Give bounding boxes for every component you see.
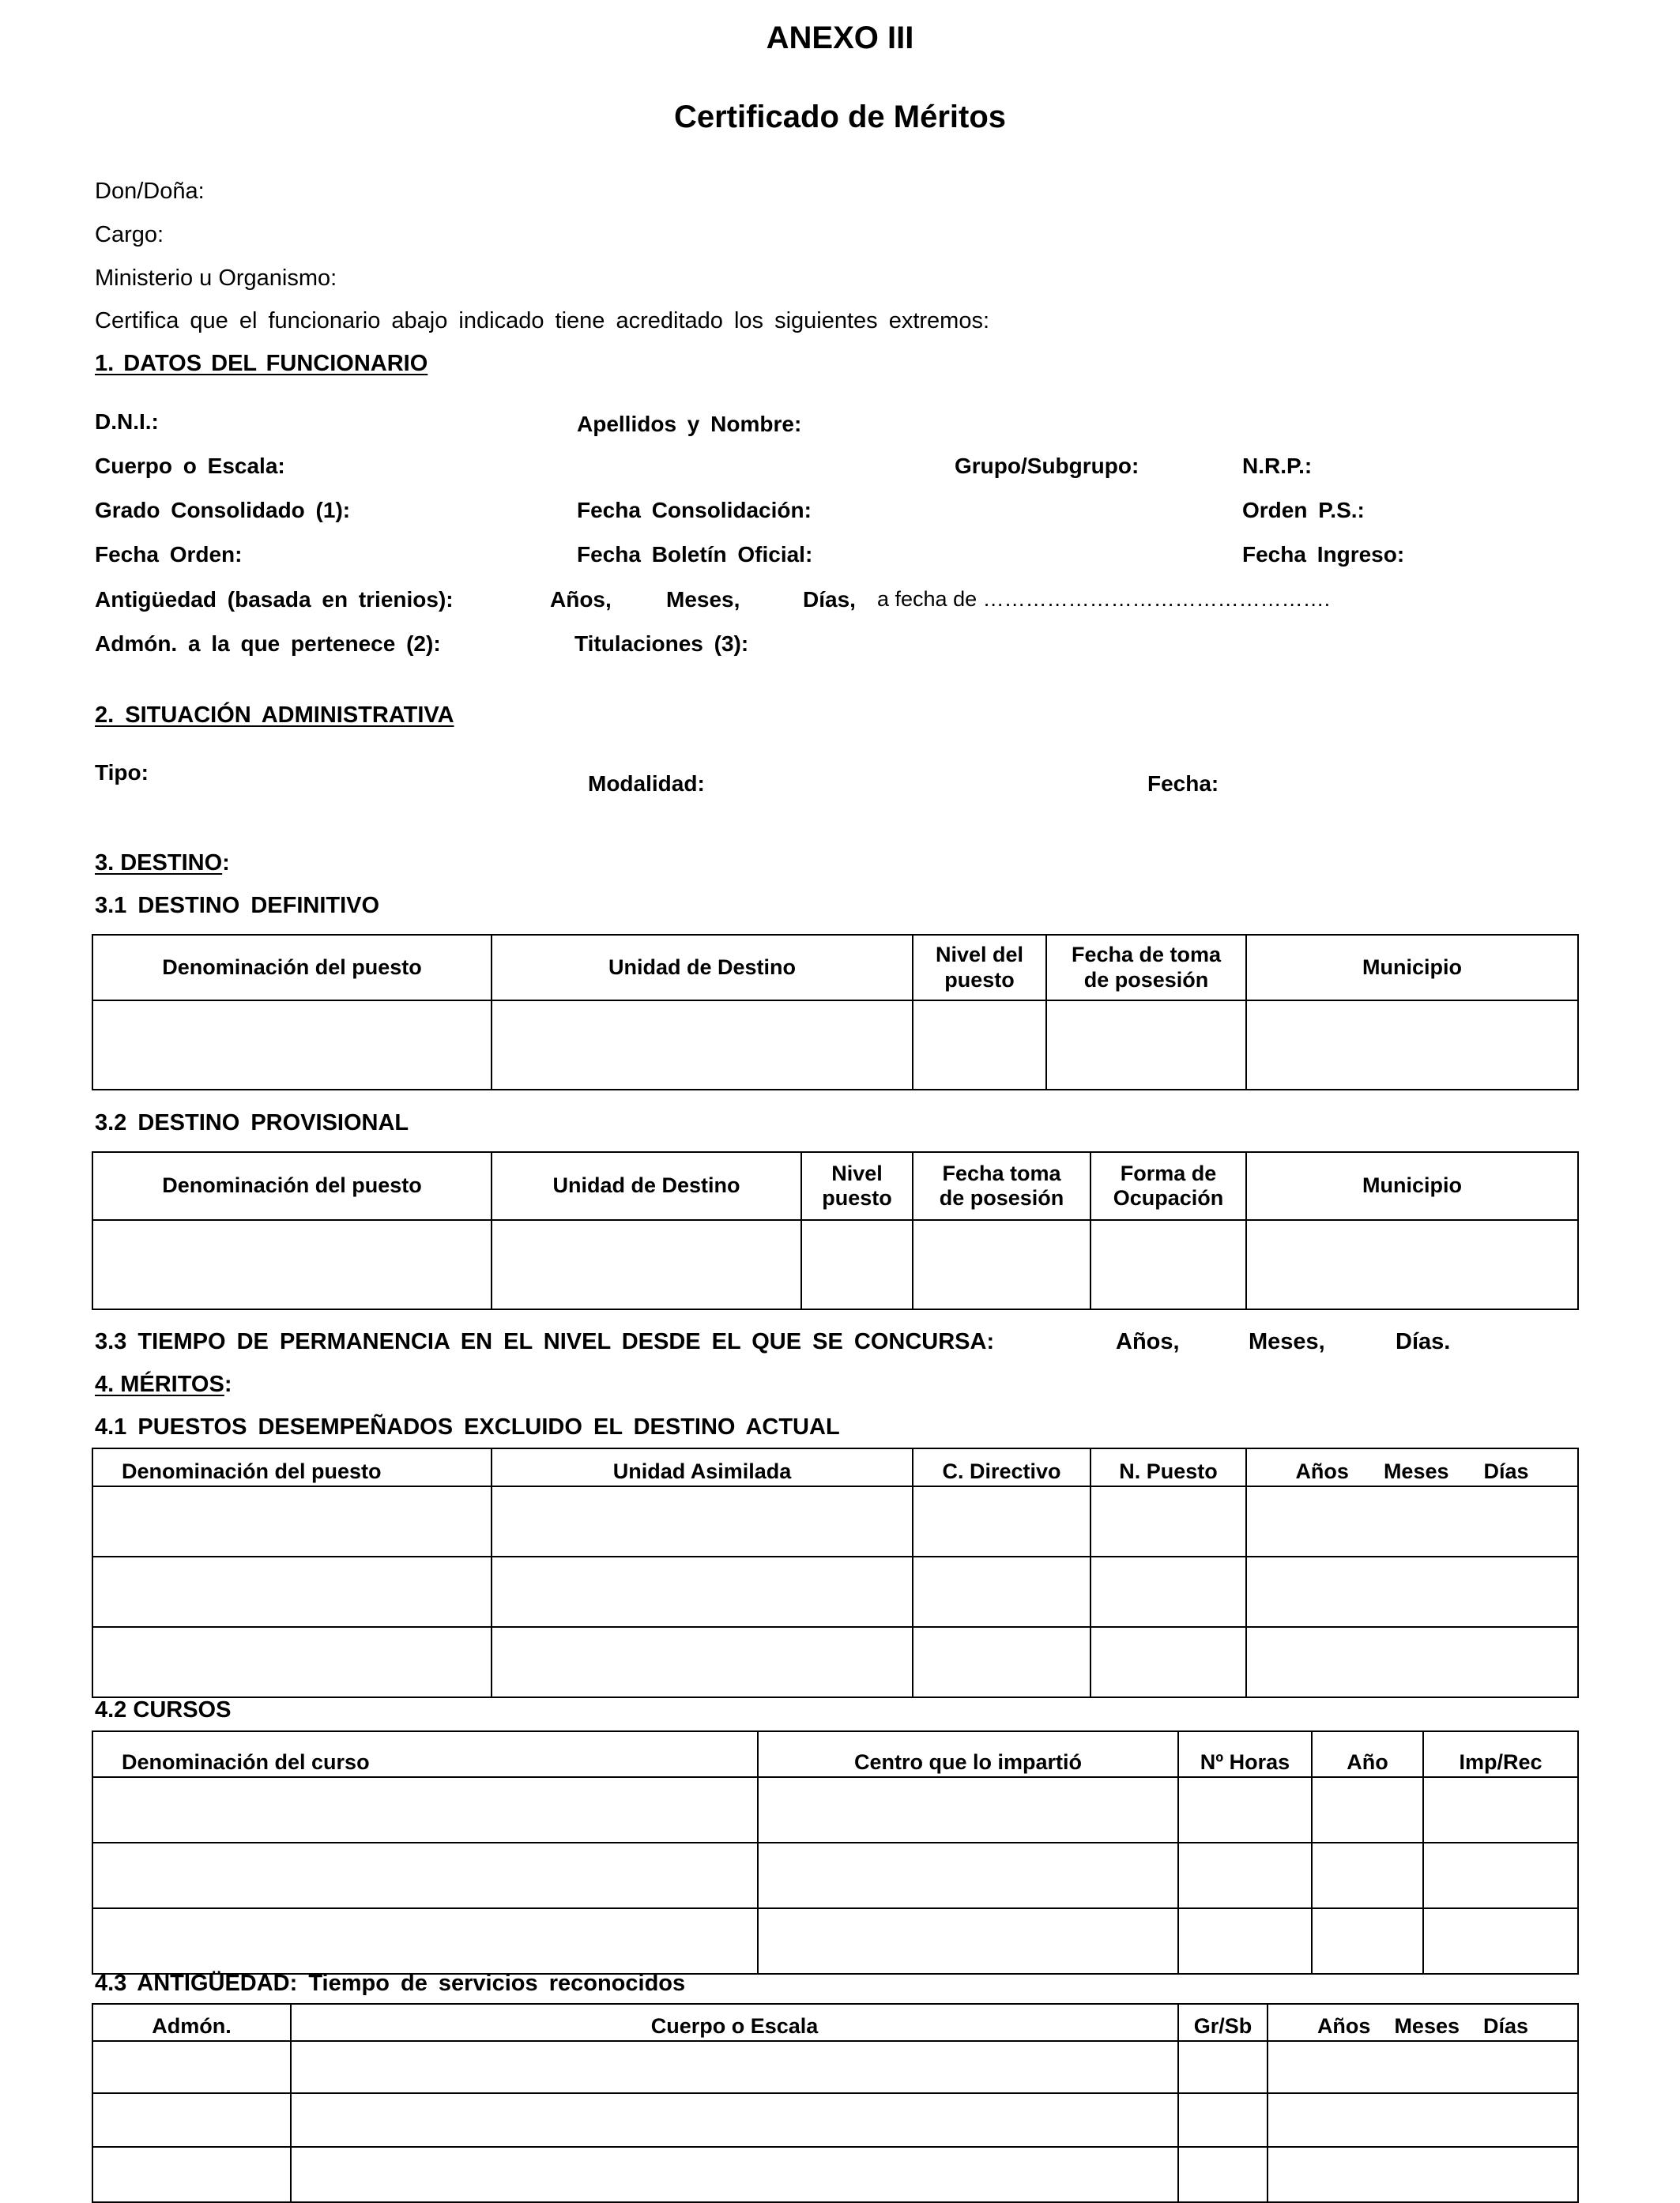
destino-definitivo-table <box>92 934 1579 1090</box>
col-cuerpo-escala: Cuerpo o Escala <box>291 2004 1178 2041</box>
cell-input[interactable] <box>1178 1908 1312 1974</box>
antiguedad-label: Antigüedad (basada en trienios): <box>95 587 454 612</box>
cell-input[interactable] <box>758 1908 1178 1974</box>
cell-input[interactable] <box>1246 1557 1578 1627</box>
table-row <box>92 1777 1578 1843</box>
cell-input[interactable] <box>1312 1843 1423 1908</box>
cell-input[interactable] <box>1090 1627 1246 1697</box>
col-n-puesto: N. Puesto <box>1090 1448 1246 1486</box>
cell-input[interactable] <box>92 2041 291 2093</box>
cell-input[interactable] <box>758 1843 1178 1908</box>
titulaciones-label: Titulaciones (3): <box>574 631 749 656</box>
section-3-heading <box>95 852 230 875</box>
table-header-row <box>92 935 1578 1000</box>
cell-input[interactable] <box>92 2093 291 2147</box>
apellidos-label: Apellidos y Nombre: <box>577 412 802 436</box>
destino-provisional-table <box>92 1151 1579 1310</box>
cell-input[interactable] <box>92 1908 758 1974</box>
cell-input[interactable] <box>1246 1000 1578 1090</box>
col-denominacion: Denominación del puesto <box>92 935 492 1000</box>
cell-input[interactable] <box>92 1486 492 1557</box>
dni-label: D.N.I.: <box>95 409 159 434</box>
section-1-heading: 1. DATOS DEL FUNCIONARIO <box>95 351 428 376</box>
section-4-colon: : <box>224 1372 232 1397</box>
grupo-label: Grupo/Subgrupo: <box>955 454 1139 478</box>
cell-input[interactable] <box>801 1220 913 1309</box>
col-ano: Año <box>1312 1731 1423 1777</box>
table-header-row <box>92 1448 1578 1486</box>
antiguedad-heading: 4.3 ANTIGÜEDAD: Tiempo de servicios reconocidos <box>95 1971 686 1996</box>
section-3-colon: : <box>222 850 230 876</box>
cuerpo-label: Cuerpo o Escala: <box>95 454 285 478</box>
cell-input[interactable] <box>92 1000 492 1090</box>
cargo-label: Cargo: <box>95 222 164 247</box>
table-header-row <box>92 2004 1578 2041</box>
cell-input[interactable] <box>1090 1486 1246 1557</box>
table-header-row <box>92 1731 1578 1777</box>
destino-provisional-heading: 3.2 DESTINO PROVISIONAL <box>95 1110 409 1135</box>
cell-input[interactable] <box>913 1000 1046 1090</box>
antiguedad-anos: Años, <box>550 587 612 612</box>
cell-input[interactable] <box>492 1000 913 1090</box>
table-row <box>92 2093 1578 2147</box>
cell-input[interactable] <box>291 2147 1178 2202</box>
cell-input[interactable] <box>1246 1627 1578 1697</box>
table-row <box>92 1000 1578 1090</box>
col-forma-ocupacion: Forma de Ocupación <box>1090 1152 1246 1220</box>
grado-label: Grado Consolidado (1): <box>95 498 351 522</box>
document-title: Certificado de Méritos <box>673 100 1007 134</box>
cell-input[interactable] <box>92 1557 492 1627</box>
cell-input[interactable] <box>492 1627 913 1697</box>
col-horas: Nº Horas <box>1178 1731 1312 1777</box>
col-nivel: Nivel puesto <box>801 1152 913 1220</box>
cell-input[interactable] <box>1090 1220 1246 1309</box>
col-dias: Días <box>1483 1459 1529 1483</box>
cell-input[interactable] <box>1268 2093 1578 2147</box>
cell-input[interactable] <box>1312 1777 1423 1843</box>
section-2-heading: 2. SITUACIÓN ADMINISTRATIVA <box>95 702 454 728</box>
table-row <box>92 1220 1578 1309</box>
col-imp-rec: Imp/Rec <box>1423 1731 1578 1777</box>
cell-input[interactable] <box>492 1486 913 1557</box>
tiempo-dias: Días. <box>1396 1329 1451 1354</box>
cell-input[interactable] <box>492 1220 801 1309</box>
table-row <box>92 2147 1578 2202</box>
tiempo-permanencia-label: 3.3 TIEMPO DE PERMANENCIA EN EL NIVEL DESDE EL QUE SE CONCURSA: <box>95 1329 995 1354</box>
don-dona-label: Don/Doña: <box>95 179 205 204</box>
cell-input[interactable] <box>92 1220 492 1309</box>
a-fecha-de: a fecha de …………………………………………. <box>877 587 1331 611</box>
fecha-boletin-label: Fecha Boletín Oficial: <box>577 542 813 567</box>
destino-definitivo-heading: 3.1 DESTINO DEFINITIVO <box>95 893 380 918</box>
section-3-heading-text: 3. DESTINO <box>95 850 223 876</box>
col-c-directivo: C. Directivo <box>913 1448 1090 1486</box>
puestos-table <box>92 1448 1579 1698</box>
ministerio-label: Ministerio u Organismo: <box>95 265 337 291</box>
col-unidad-destino: Unidad de Destino <box>492 1152 801 1220</box>
cell-input[interactable] <box>1312 1908 1423 1974</box>
antiguedad-meses: Meses, <box>666 587 740 612</box>
col-meses: Meses <box>1394 2013 1460 2038</box>
col-anos: Años <box>1317 2013 1371 2038</box>
antiguedad-dias: Días, <box>803 587 856 612</box>
col-fecha-toma: Fecha de toma de posesión <box>1046 935 1246 1000</box>
cell-input[interactable] <box>1423 1908 1578 1974</box>
section-4-heading-text: 4. MÉRITOS <box>95 1372 224 1397</box>
certifica-text: Certifica que el funcionario abajo indicado tiene acreditado los siguientes extremos: <box>95 308 990 333</box>
cell-input[interactable] <box>1178 1777 1312 1843</box>
cell-input[interactable] <box>1423 1777 1578 1843</box>
cell-input[interactable] <box>1090 1557 1246 1627</box>
modalidad-label: Modalidad: <box>588 771 705 796</box>
col-denominacion-curso: Denominación del curso <box>92 1731 758 1777</box>
tiempo-meses: Meses, <box>1249 1329 1325 1354</box>
col-centro: Centro que lo impartió <box>758 1731 1178 1777</box>
admon-label: Admón. a la que pertenece (2): <box>95 631 441 656</box>
cell-input[interactable] <box>492 1557 913 1627</box>
cell-input[interactable] <box>1423 1843 1578 1908</box>
table-header-row <box>92 1152 1578 1220</box>
cell-input[interactable] <box>1178 1843 1312 1908</box>
table-row <box>92 1486 1578 1557</box>
cell-input[interactable] <box>291 2093 1178 2147</box>
col-denominacion: Denominación del puesto <box>92 1152 492 1220</box>
col-meses: Meses <box>1383 1459 1449 1483</box>
fecha-situacion-label: Fecha: <box>1147 771 1219 796</box>
fecha-orden-label: Fecha Orden: <box>95 542 243 567</box>
col-nivel: Nivel del puesto <box>913 935 1046 1000</box>
cursos-table <box>92 1730 1579 1975</box>
table-row <box>92 2041 1578 2093</box>
cell-input[interactable] <box>1268 2041 1578 2093</box>
cursos-heading: 4.2 CURSOS <box>95 1697 232 1723</box>
tipo-label: Tipo: <box>95 760 149 785</box>
cell-input[interactable] <box>1268 2147 1578 2202</box>
col-fecha-toma: Fecha toma de posesión <box>913 1152 1090 1220</box>
cell-input[interactable] <box>92 1843 758 1908</box>
col-gr-sb: Gr/Sb <box>1178 2004 1268 2041</box>
cell-input[interactable] <box>1246 1220 1578 1309</box>
cell-input[interactable] <box>913 1627 1090 1697</box>
cell-input[interactable] <box>758 1777 1178 1843</box>
col-dias: Días <box>1483 2013 1529 2038</box>
orden-ps-label: Orden P.S.: <box>1242 498 1365 522</box>
table-row <box>92 1557 1578 1627</box>
table-row <box>92 1627 1578 1697</box>
table-row <box>92 1908 1578 1974</box>
col-municipio: Municipio <box>1246 935 1578 1000</box>
section-4-heading <box>95 1373 232 1396</box>
col-denominacion: Denominación del puesto <box>92 1448 492 1486</box>
col-admon: Admón. <box>92 2004 291 2041</box>
cell-input[interactable] <box>913 1486 1090 1557</box>
col-unidad-destino: Unidad de Destino <box>492 935 913 1000</box>
col-unidad-asimilada: Unidad Asimilada <box>492 1448 913 1486</box>
col-municipio: Municipio <box>1246 1152 1578 1220</box>
tiempo-anos: Años, <box>1116 1329 1180 1354</box>
cell-input[interactable] <box>913 1220 1090 1309</box>
cell-input[interactable] <box>92 2147 291 2202</box>
cell-input[interactable] <box>1246 1486 1578 1557</box>
antiguedad-table <box>92 2003 1579 2203</box>
puestos-heading: 4.1 PUESTOS DESEMPEÑADOS EXCLUIDO EL DESTINO ACTUAL <box>95 1414 840 1440</box>
cell-input[interactable] <box>913 1557 1090 1627</box>
annex-title: ANEXO III <box>766 21 914 55</box>
nrp-label: N.R.P.: <box>1242 454 1313 478</box>
cell-input[interactable] <box>92 1777 758 1843</box>
fecha-ingreso-label: Fecha Ingreso: <box>1242 542 1405 567</box>
cell-input[interactable] <box>1046 1000 1246 1090</box>
cell-input[interactable] <box>92 1627 492 1697</box>
cell-input[interactable] <box>1178 2147 1268 2202</box>
col-anos-meses-dias <box>1268 2004 1578 2041</box>
col-anos-meses-dias <box>1246 1448 1578 1486</box>
fecha-consolidacion-label: Fecha Consolidación: <box>577 498 812 522</box>
cell-input[interactable] <box>1178 2041 1268 2093</box>
table-row <box>92 1843 1578 1908</box>
col-anos: Años <box>1295 1459 1349 1483</box>
cell-input[interactable] <box>291 2041 1178 2093</box>
cell-input[interactable] <box>1178 2093 1268 2147</box>
